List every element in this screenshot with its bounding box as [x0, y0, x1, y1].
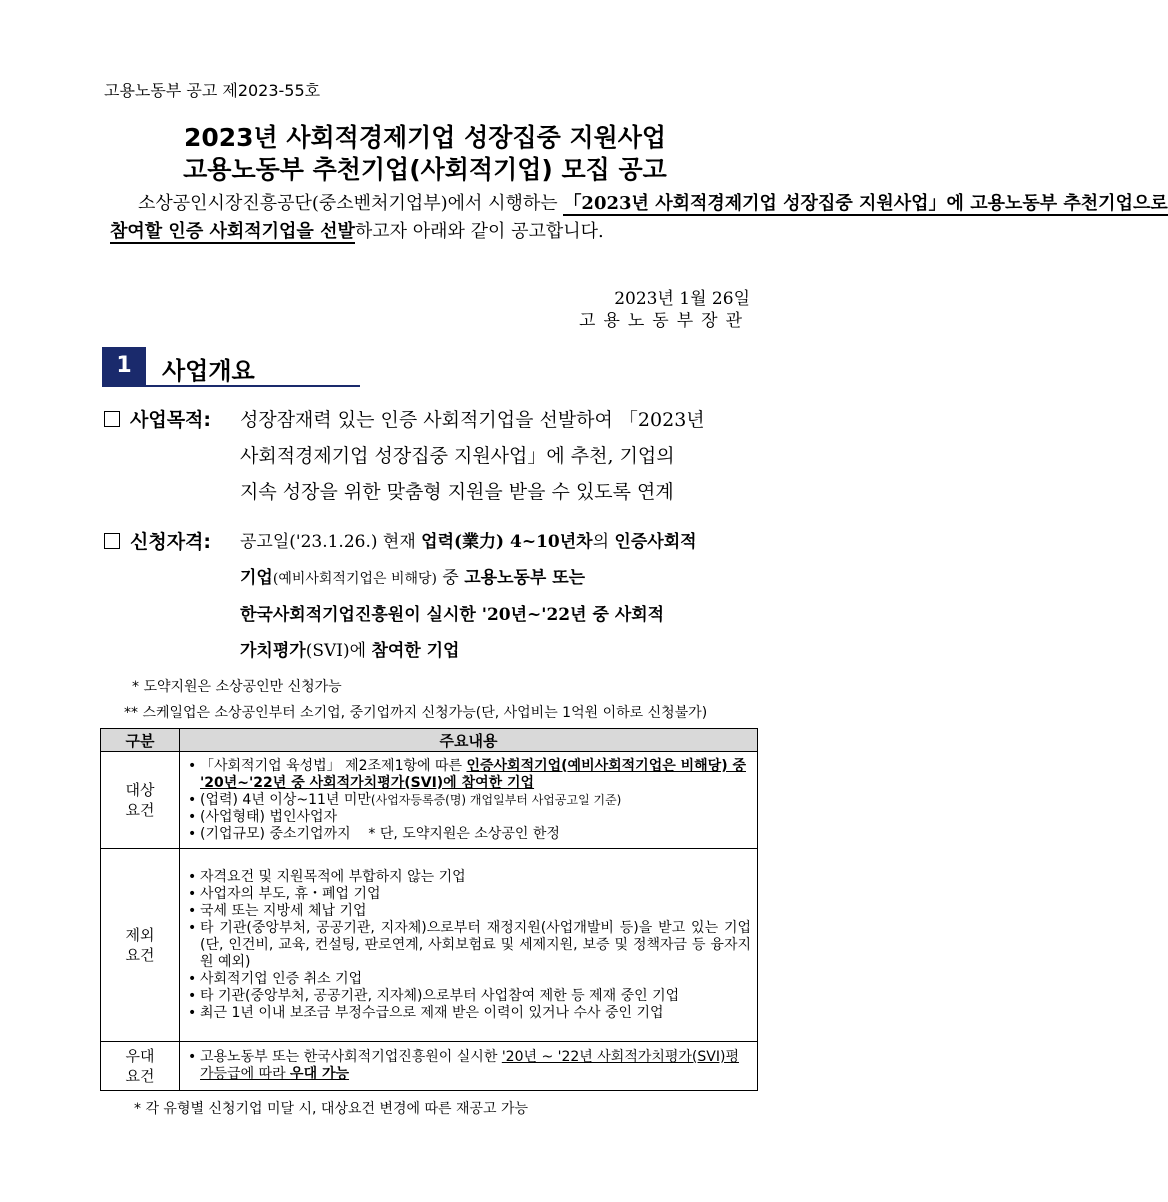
notice-number: 고용노동부 공고 제2023-55호 [104, 81, 321, 100]
table-row-target [101, 752, 758, 849]
elig-ministry: 고용노동부 또는 [464, 568, 586, 588]
content-exclusion [180, 849, 758, 1042]
table-row-preference [101, 1042, 758, 1091]
elig-text: 의 [592, 532, 615, 552]
bullet-note: (사업자등록증(명) 개업일부터 사업공고일 기준) [370, 792, 622, 807]
bullet-text: 타 기관(중앙부처, 공공기관, 지자체)으로부터 재정지원(사업개발비 등)을 받고 있는 기업 (단, 인건비, 교육, 컨설팅, 판로연계, 사회보험료 및 세제지원, 보증 및 정책자금 등 융자지원 예외) [200, 919, 751, 970]
category-target: 대상 요건 [101, 752, 180, 849]
bullet-text: 최근 1년 이내 보조금 부정수급으로 제재 받은 이력이 있거나 수사 중인 기업 [200, 1004, 664, 1021]
note-1: * 도약지원은 소상공인만 신청가능 [132, 679, 342, 695]
bullet-text: 자격요건 및 지원목적에 부합하지 않는 기업 [200, 868, 466, 885]
elig-exclude-note: (예비사회적기업은 비해당) [272, 571, 437, 587]
header-category: 구분 [101, 729, 180, 752]
list-item: • 「사회적기업 육성법」 제2조제1항에 따른 인증사회적기업(예비사회적기업은 비해당) 중 '20년~'22년 중 사회적가치평가(SVI)에 참여한 기업 [188, 757, 746, 791]
bullet-text: 사회적기업 인증 취소 기업 [200, 970, 363, 987]
checkbox-icon [104, 533, 120, 549]
list-item: • 최근 1년 이내 보조금 부정수급으로 제재 받은 이력이 있거나 수사 중인 기업 [188, 1005, 751, 1022]
elig-participated: 참여한 기업 [371, 641, 460, 661]
notice-date: 2023년 1월 26일 [614, 289, 750, 309]
list-item: • 사회적기업 인증 취소 기업 [188, 971, 751, 988]
list-item: • 타 기관(중앙부처, 공공기관, 지자체)으로부터 재정지원(사업개발비 등)을 받고 있는 기업 (단, 인건비, 교육, 컨설팅, 판로연계, 사회보험료 및 세제지원, 보증 및 정책자금 등 융자지원 예외) [188, 919, 751, 970]
bullet-text: (업력) 4년 이상~11년 미만 [200, 791, 371, 808]
list-item: • 자격요건 및 지원목적에 부합하지 않는 기업 [188, 869, 751, 886]
purpose-body [240, 402, 748, 510]
elig-company: 기업 [240, 568, 273, 588]
document-title-line2: 고용노동부 추천기업(사회적기업) 모집 공고 [183, 155, 667, 184]
list-item: • 타 기관(중앙부처, 공공기관, 지자체)으로부터 사업참여 제한 등 제재 중인 기업 [188, 988, 751, 1005]
eligibility-body [240, 524, 750, 669]
intro-target: 참여할 인증 사회적기업을 선발 [110, 221, 355, 242]
purpose-label: 사업목적: [130, 409, 212, 431]
elig-text: 중 [437, 568, 465, 588]
list-item: • (업력) 4년 이상~11년 미만(사업자등록증(명) 개업일부터 사업공고일 기준) [188, 791, 622, 808]
checkbox-icon [104, 411, 120, 427]
elig-years: 업력(業力) 4~10년차 [421, 532, 593, 552]
section-header [102, 347, 360, 387]
list-item: • (사업형태) 법인사업자 [188, 809, 751, 826]
bullet-text: (사업형태) 법인사업자 [200, 808, 338, 825]
bullet-text: (기업규모) 중소기업까지 * 단, 도약지원은 소상공인 한정 [200, 825, 560, 842]
footer-note: * 각 유형별 신청기업 미달 시, 대상요건 변경에 따른 재공고 가능 [134, 1101, 529, 1117]
purpose-line: 성장잠재력 있는 인증 사회적기업을 선발하여 「2023년 [240, 409, 705, 431]
table-header-row [101, 729, 758, 752]
bullet-underline: '20년 ~ '22년 사회적가치평가(SVI)평가등급에 따라 [200, 1049, 739, 1082]
list-item: • 국세 또는 지방세 체납 기업 [188, 903, 751, 920]
purpose-label-row [104, 402, 211, 438]
table-row-exclusion [101, 849, 758, 1042]
category-preference: 우대 요건 [101, 1042, 180, 1091]
list-item: • 고용노동부 또는 한국사회적기업진흥원이 실시한 '20년 ~ '22년 사회적가치평가(SVI)평가등급에 따라 우대 가능 [188, 1049, 739, 1082]
document-title-line1: 2023년 사회적경제기업 성장집중 지원사업 [183, 123, 667, 152]
bullet-text: 사업자의 부도, 휴・폐업 기업 [200, 885, 381, 902]
elig-svi: 가치평가 [240, 641, 306, 661]
intro-recommend: 고용노동부 추천기업으로 [963, 193, 1168, 214]
content-preference [180, 1042, 758, 1091]
elig-certified: 인증사회적 [614, 532, 697, 552]
purpose-line: 지속 성장을 위한 맞춤형 지원을 받을 수 있도록 연계 [240, 481, 674, 503]
list-item: • (기업규모) 중소기업까지 * 단, 도약지원은 소상공인 한정 [188, 826, 751, 843]
requirements-table [100, 728, 758, 1091]
bullet-text: 고용노동부 또는 한국사회적기업진흥원이 실시한 [200, 1049, 502, 1065]
bullet-text: 국세 또는 지방세 체납 기업 [200, 902, 367, 919]
category-exclusion: 제외 요건 [101, 849, 180, 1042]
bullet-text: 타 기관(중앙부처, 공공기관, 지자체)으로부터 사업참여 제한 등 제재 중인 기업 [200, 987, 680, 1004]
bullet-text: 「사회적기업 육성법」 제2조제1항에 따른 [200, 757, 467, 774]
elig-agency: 한국사회적기업진흥원이 실시한 '20년~'22년 중 사회적 [240, 605, 665, 625]
section-number: 1 [102, 347, 146, 385]
bullet-emphasis: 우대 가능 [290, 1066, 350, 1082]
intro-text-1: 소상공인시장진흥공단(중소벤처기업부)에서 시행하는 [138, 193, 558, 214]
list-item: • 사업자의 부도, 휴・폐업 기업 [188, 886, 751, 903]
bullet-emphasis: 인증사회적기업(예비사회적기업은 비해당) 중 '20년~'22년 중 사회적가치평가(SVI)에 참여한 기업 [200, 757, 746, 791]
eligibility-label: 신청자격: [130, 531, 212, 553]
content-target [180, 752, 758, 849]
elig-text: 공고일('23.1.26.) 현재 [240, 532, 422, 552]
intro-paragraph [110, 190, 1168, 246]
intro-program-name: 「2023년 사회적경제기업 성장집중 지원사업」에 [563, 193, 964, 214]
purpose-line: 사회적경제기업 성장집중 지원사업」에 추천, 기업의 [240, 445, 675, 467]
elig-text: (SVI)에 [305, 641, 372, 661]
issuer-name: 고용노동부장관 [579, 311, 750, 331]
note-2: ** 스케일업은 소상공인부터 소기업, 중기업까지 신청가능(단, 사업비는 1억원 이하로 신청불가) [124, 705, 708, 721]
header-content: 주요내용 [180, 729, 758, 752]
eligibility-label-row [104, 524, 211, 560]
section-title: 사업개요 [162, 357, 255, 385]
intro-text-2: 하고자 아래와 같이 공고합니다. [354, 221, 604, 242]
